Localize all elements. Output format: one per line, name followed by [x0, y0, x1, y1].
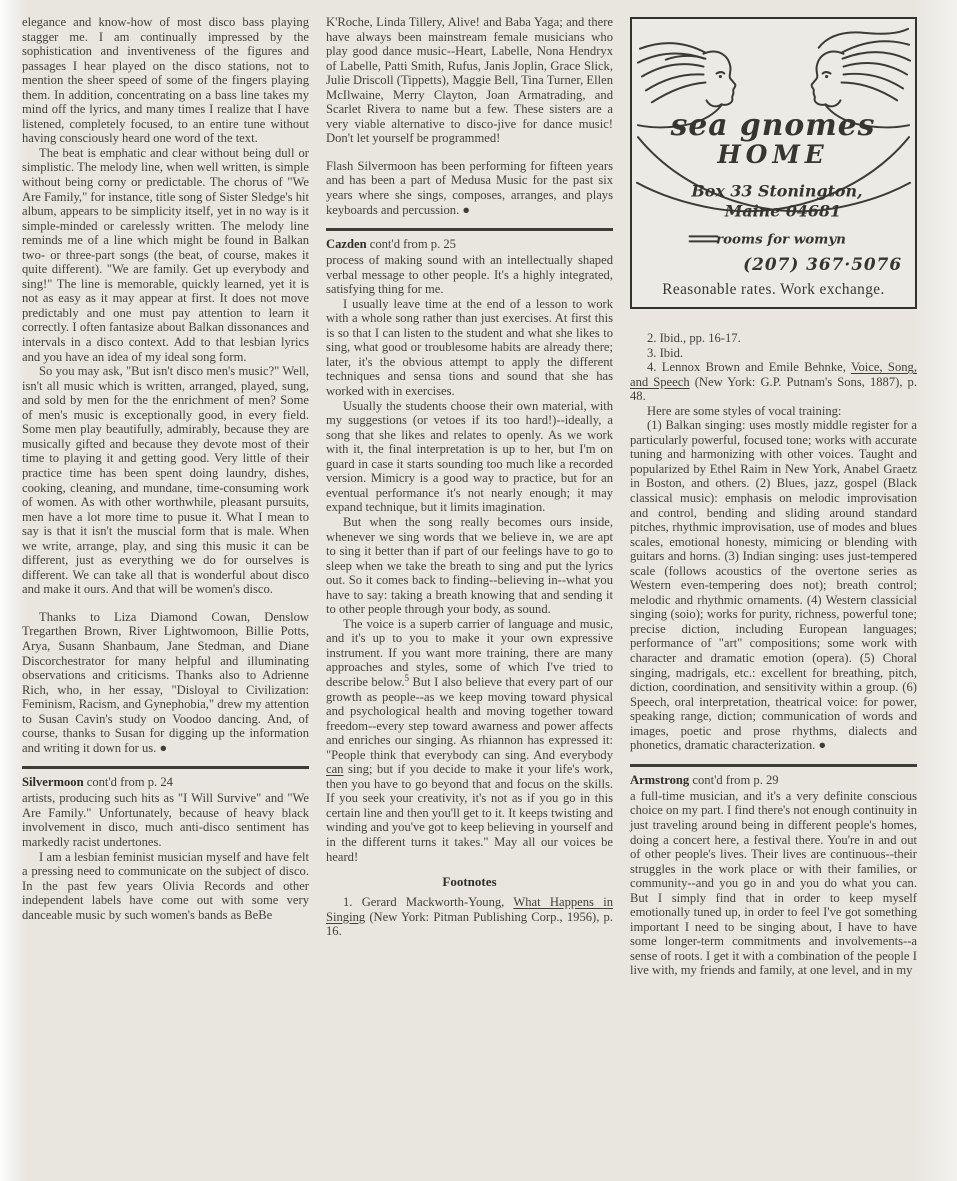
col1-para-artists: artists, producing such hits as "I Will Survive" and "We Are Family." Unfortunately, because of heavy black involvement in disco, much anti-disco sentiment has markedly racist undertones. [22, 791, 309, 849]
two-women-line-drawing [634, 21, 913, 279]
right-hair-strand [842, 41, 910, 52]
footnote-4-text-2: (New York: G.P. Putnam's Sons, 1887), p. 48. [630, 374, 917, 404]
col3-vocal-training-styles: (1) Balkan singing: uses mostly middle register for a particularly powerful, focused tone; works with accurate tuning and harmonizing with other voices. Taught and popularized by Ethel Raim in New York, Anabel Graetz in Boston, and others. (2) Blues, jazz, gospel (Black classical music): emphasis on melodic improvisation and control, bending and sliding around standard pitches, rhythmic improvisation, use of modes and blues scales, emotional honesty, mimicing or blending with guitars and horns. (3) Indian singing: uses just-tempered scale (follows acoustics of the overtone series as Western even-tempering does not); breath control; melodic and rhythmic ornaments. (4) Western classicial singing (soio); works for purity, richness, powerful tone; precise diction, including European languages; performance of "art" compositions; some work with character and dramatic emotion (opera). (5) Choral singing, madrigals, etc.: excellent for breathing, pitch, diction, coordination, and sensitivity within a group. (6) Speech, oral interpretation, theatrical voice: for power, speaking range, diction; communication of words and images, poetic and prose rhythms, dialects and phonetics, dramatic characterization. ● [630, 418, 917, 753]
left-eyebrow [716, 72, 724, 73]
left-hair-strand [646, 74, 704, 90]
footnote-1-text-1: 1. Gerard Mackworth-Young, [343, 895, 514, 910]
ad-rooms-for-womyn: rooms for womyn [716, 231, 846, 248]
column-2 [326, 15, 613, 978]
col1-para-ask: So you may ask, "But isn't disco men's music?" Well, isn't all music which is written, arranged, played, sung, and sold by men for the the enrichment of men? Some of men's music is exceptionally good, in every field. Some men play beautifully, admirably, because they are musically gifted and because they devote most of their time to playing it and getting good. Very little of their practice time has been spent doing laundry, dishes, cooking, cleaning, and mundane, time-consuming work of women. As with other worthwhile, pleasant pursuits, men have a lot more time to pusue it. What I mean to say is that it isn't the muscial form that is male. When we write, arrange, play, and sing this music it can be different, just as everything we do for ourselves is different. We can take all that is wonderful about disco and make it ours. And that will be women's disco. [22, 364, 309, 597]
ad-title-line-1: sea gnomes [670, 108, 876, 144]
section-divider [630, 764, 917, 767]
article-name: Silvermoon [22, 775, 84, 790]
footnote-4-text-1: 4. Lennox Brown and Emile Behnke, [647, 360, 851, 375]
column-1 [22, 15, 309, 978]
left-eye [719, 75, 722, 78]
footnote-1 [326, 895, 613, 939]
left-hair-strand [652, 82, 706, 102]
footnote-1-text-2: (New York: Pitman Publishing Corp., 1956), p. 16. [326, 909, 613, 939]
article-name: Cazden [326, 237, 367, 252]
col2-para-material: Usually the students choose their own material, with my suggestions (or vetoes if its too hard!)--ideally, a song that she likes and relates to openly. As we work with it, the final interpretation is up to her, but I'm on guard in case it starts sounding too much like a recorded version. Mimicry is a good way to practice, but for an eventual performance it's not nearly enough; it may expand technique, but it limits imagination. [326, 398, 613, 515]
right-hair-strand [843, 74, 903, 89]
left-hair-strand [640, 43, 706, 53]
voice-text-3: sing; but if you decide to make it your life's work, then you have to go beyond that and focus on the skills. If you seek your creativity, it's not as if you go in this certain line and then you'll get to it. It keeps twisting and winding and you've got to keep believing in yourself and in the different turns it takes." May all our voices be heard! [326, 762, 613, 864]
three-column-layout [22, 15, 941, 978]
footnote-4 [630, 360, 917, 404]
silvermoon-continued-header [22, 775, 309, 790]
right-eyebrow [823, 72, 831, 73]
armstrong-continued-header [630, 773, 917, 788]
left-hair-strand [666, 56, 706, 60]
right-hair-strand [842, 82, 898, 100]
col3-para-fulltime: a full-time musician, and it's a very definite conscious choice on my part. I find there's not enough continuity in just traveling around being in different people's homes, doing a concert here, a festival there. You're in and out of other people's lives. Their lives are continuous--their struggles in the work place or with their families, or community--and you go in and you do what you can. But I simply find that in order to keep myself emotionally tuned up, in order to feel I've got something important I need to be singing about, I have to have some longer-term commitments and involvements--a sense of roots. I get it with a combination of the people I live with, my friends and family, at one level, and in my [630, 788, 917, 978]
article-name: Armstrong [630, 772, 690, 787]
footnote-3: 3. Ibid. [647, 345, 684, 360]
ad-title-line-2: HOME [717, 139, 829, 169]
footnote-marker-5: 5 [404, 672, 410, 683]
footnote-2: 2. Ibid., pp. 16-17. [647, 331, 741, 345]
hand-pointer-lines [690, 236, 718, 241]
right-eye [825, 75, 828, 78]
col1-para-thanks: Thanks to Liza Diamond Cowan, Denslow Tregarthen Brown, River Lightwomoon, Billie Potts, Arya, Susann Shanbaum, Jane Stedman, and Diane Discorchestrator for many helpful and illuminating observations and criticisms. Thanks also to Adrienne Rich, who, in her essay, "Disloyal to Civilization: Feminism, Racism, and Gynephobia," drew my attention to Susan Cavin's study on Voodoo dancing. And, of course, thanks to Susan for digging up the information and writing it down for us. ● [22, 609, 309, 755]
cazden-continued-header [326, 237, 613, 252]
section-divider [22, 766, 309, 769]
ad-address-line-1: Box 33 Stonington, [691, 181, 863, 201]
voice-text-2: But I also believe that every part of our growth as people--as we keep moving toward physical and psychological health and moving together toward freedom--every step toward awarness and power affects and enriches our singing. As rhiannon has expressed it: "People think that everybody can sing. And everybody [326, 674, 613, 762]
col2-para-voice [326, 617, 613, 864]
underlined-can: can [326, 762, 344, 777]
footnote-4-book-title: Voice, Song, and Speech [630, 360, 917, 389]
left-face [704, 52, 736, 107]
col2-para-song-ours: But when the song really becomes ours inside, whenever we sing words that we believe in, we are apt to sing it better than if part of our feelings have to go to sleep when we take the breath to sing and put the lyrics out. So it comes back to finding--believing in--what you have to say: taking a breath knowing that and sending it to other people through your body, as sound. [326, 514, 613, 617]
sea-gnomes-home-ad [630, 17, 917, 309]
continued-from-label: cont'd from p. 29 [689, 772, 779, 787]
col1-para-disco-bass: elegance and know-how of most disco bass playing stagger me. I am continually impressed by the sophistication and inventiveness of the figures and passages I hear played on the disco stations, not to mention the sheer speed of some of the fingers playing them. In addition, concentrating on a bass line takes my mind off the lyrics, and many times I realize that I have listened, completely focused, to an entire tune without having consciously heard one word of the text. [22, 15, 309, 146]
column-3 [630, 15, 917, 978]
col2-para-lesson: I usually leave time at the end of a lesson to work with a whole song rather than just exercises. At first this is so that I can listen to the student and what she likes to sing, what good or troublesome habits are already there; later, it's the obvious attempt to apply the different techniques and sensa tions and sound that she has worked with in exercises. [326, 296, 613, 399]
ad-rates-line: Reasonable rates. Work exchange. [662, 281, 885, 298]
continued-from-label: cont'd from p. 24 [83, 775, 173, 790]
col1-para-lesbian: I am a lesbian feminist musician myself and have felt a pressing need to communicate on the subject of disco. In the past few years Olivia Records and other independent labels have come out with some very danceable music by such women's bands as BeBe [22, 849, 309, 922]
voice-text-1: The voice is a superb carrier of language and music, and it's up to you to make it your own expressive instrument. If you want more training, there are many approaches and styles, some of which I've tried to describe below. [326, 616, 613, 689]
ad-address-line-2: Maine 04681 [724, 201, 842, 221]
right-face [812, 52, 844, 107]
ad-phone-number: (207) 367·5076 [743, 254, 903, 275]
col3-vocal-training-intro: Here are some styles of vocal training: [647, 403, 842, 418]
col2-para-flash-bio: Flash Silvermoon has been performing for fifteen years and has been a part of Medusa Music for the past six years where she sings, composes, arranges, and plays keyboards and percussion. ● [326, 158, 613, 217]
section-divider [326, 228, 613, 231]
right-hair-strand [843, 63, 907, 74]
col2-para-process: process of making sound with an intellectually shaped verbal message to other people. It's a highly integrated, satisfying thing for me. [326, 253, 613, 297]
right-hair-strand [843, 52, 911, 60]
footnote-1-book-title: What Happens in Singing [326, 895, 613, 924]
footnotes-heading: Footnotes [442, 874, 497, 890]
col2-para-kroche: K'Roche, Linda Tillery, Alive! and Baba Yaga; and there have always been mainstream female musicians who play good dance music--Heart, Labelle, Nona Hendryx of Labelle, Patti Smith, Rufus, Janis Joplin, Grace Slick, Julie Driscoll (Tippetts), Maggie Bell, Tina Turner, Ellen McIlwaine, Merry Clayton, Joan Armatrading, and Scarlet Rivera to name but a few. These sisters are a very viable alternative to disco-jive for dance music! Don't let yourself be programmed! [326, 15, 613, 146]
continued-from-label: cont'd from p. 25 [366, 237, 456, 252]
col1-para-beat: The beat is emphatic and clear without being dull or simplistic. The melody line, when well written, is simple without being corny or predictable. The chorus of "We Are Family," for instance, title song of Sister Sledge's hit album, appears to be simplicity itself, yet in no way is it simple-minded or carelessly written. The melody line reminds me of a line which might be found in Balkan two- or three-part songs (the beat, of course, makes it quite different). "We are family. Get up everybody and sing!" The line is memorable, quickly learned, yet it is not as easy as it may appear at first. It does not move predictably and one must pay attention to learn it correctly. I often fantasize about Balkan dissonances and intervals in a disco context. Add to that lesbian lyrics and you have an idea of my ideal song form. [22, 145, 309, 364]
